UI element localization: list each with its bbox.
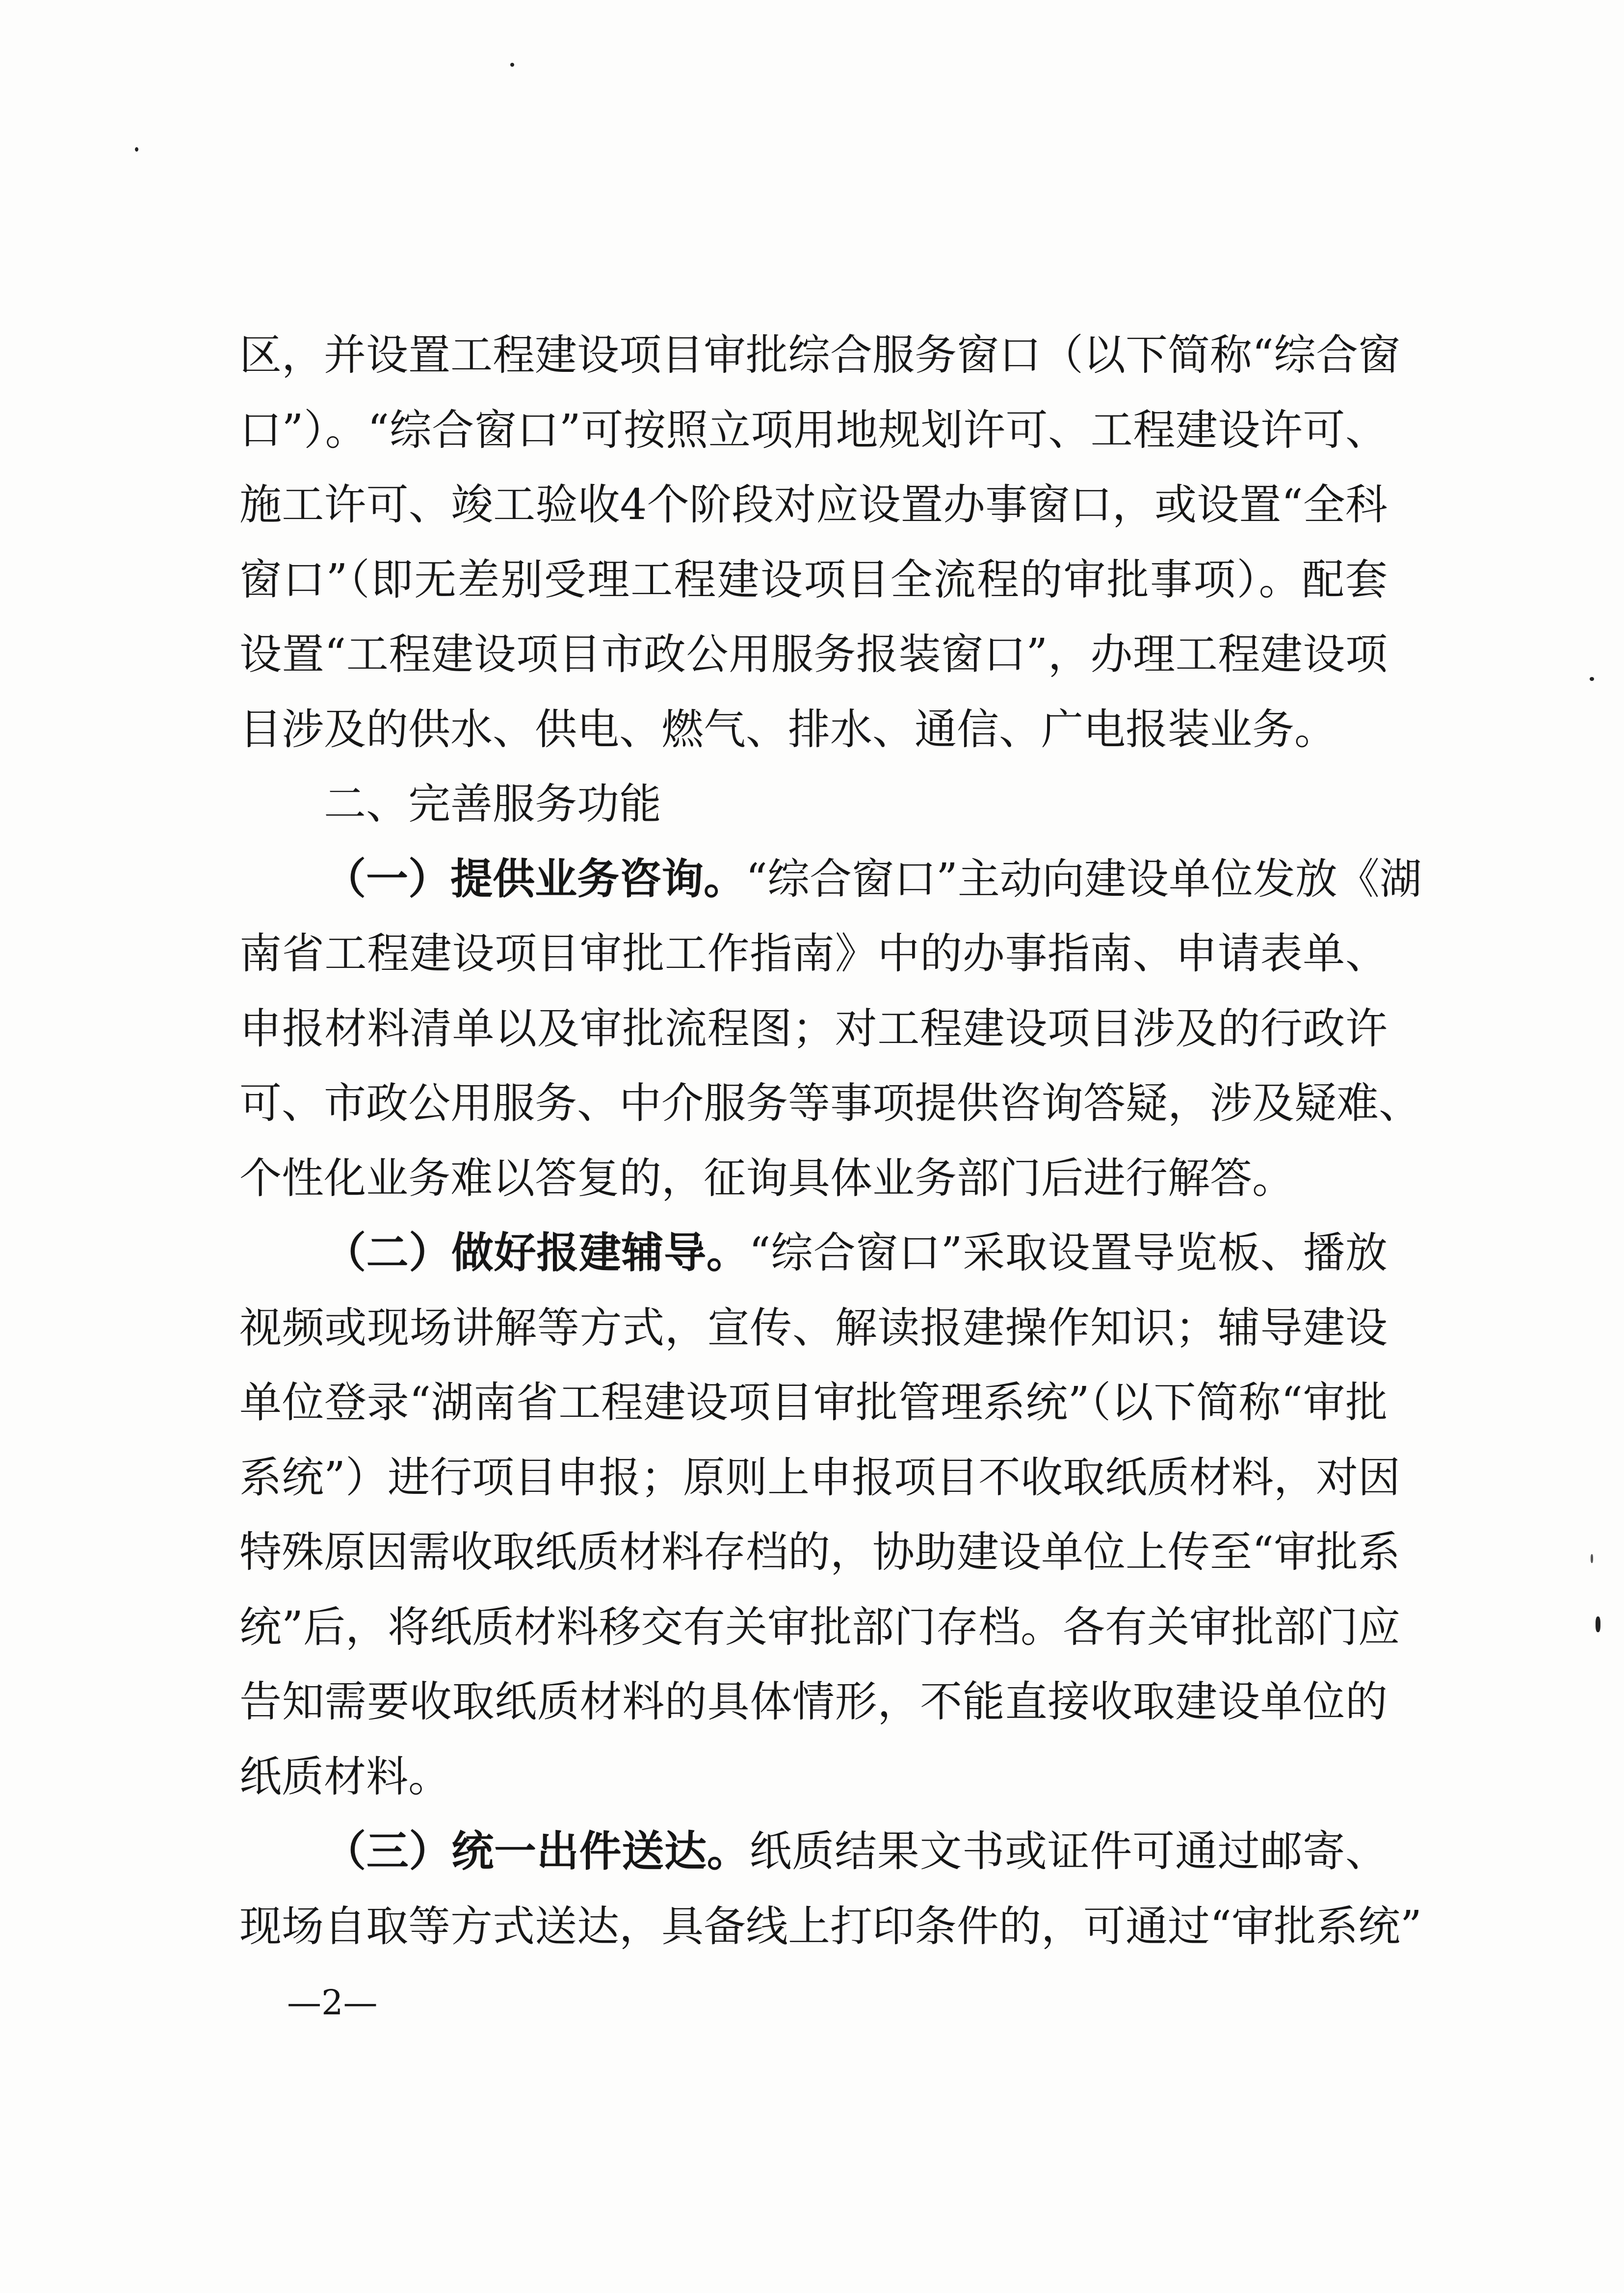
text-line: 施工许可、竣工验收4个阶段对应设置办事窗口，或设置“全科: [239, 480, 1388, 529]
subsection-heading: （一）提供业务咨询。: [324, 854, 746, 904]
text-line: 南省工程建设项目审批工作指南》中的办事指南、申请表单、: [239, 929, 1388, 978]
page-number: —2—: [287, 1982, 378, 2023]
paragraph-start: [239, 842, 1422, 917]
text-line: 窗口”（即无差别受理工程建设项目全流程的审批事项）。配套: [239, 555, 1388, 604]
text-line: 告知需要收取纸质材料的具体情形，不能直接收取建设单位的: [239, 1677, 1388, 1726]
text-line: 设置“工程建设项目市政公用服务报装窗口”，办理工程建设项: [239, 630, 1388, 679]
text-line: 个性化业务难以答复的，征询具体业务部门后进行解答。: [239, 1153, 1294, 1203]
section-heading: 二、完善服务功能: [324, 780, 661, 829]
text-line: 目涉及的供水、供电、燃气、排水、通信、广电报装业务。: [239, 704, 1336, 754]
text-line: 区，并设置工程建设项目审批综合服务窗口（以下简称“综合窗: [239, 331, 1400, 380]
text-line: 纸质材料。: [239, 1752, 450, 1801]
text-line: 特殊原因需收取纸质材料存档的，协助建设单位上传至“审批系: [239, 1528, 1400, 1577]
text-line: 单位登录“湖南省工程建设项目审批管理系统”（以下简称“审批: [239, 1378, 1388, 1427]
text-line: 系统”）进行项目申报；原则上申报项目不收取纸质材料，对因: [239, 1453, 1400, 1502]
subsection-heading: （三）统一出件送达。: [324, 1827, 750, 1876]
scan-speck: [510, 63, 514, 67]
paragraph-start: [239, 1216, 1388, 1291]
scan-speck: [1590, 677, 1594, 681]
text-line: 申报材料清单以及审批流程图；对工程建设项目涉及的行政许: [239, 1004, 1388, 1053]
text-line: 视频或现场讲解等方式，宣传、解读报建操作知识；辅导建设: [239, 1303, 1388, 1353]
text-line: 可、市政公用服务、中介服务等事项提供咨询答疑，涉及疑难、: [239, 1079, 1421, 1128]
scan-speck: [135, 147, 138, 152]
text-run: “综合窗口”采取设置导览板、播放: [749, 1228, 1388, 1277]
text-line: 现场自取等方式送达，具备线上打印条件的，可通过“审批系统”: [239, 1902, 1422, 1951]
scan-speck: [1596, 1616, 1600, 1632]
text-run: “综合窗口”主动向建设单位发放《湖: [746, 854, 1422, 904]
paragraph-start: [239, 1814, 1388, 1889]
scan-speck: [1591, 1554, 1593, 1563]
text-line: 统”后，将纸质材料移交有关审批部门存档。各有关审批部门应: [239, 1602, 1400, 1652]
body-text: [239, 318, 1422, 1964]
subsection-heading: （二）做好报建辅导。: [324, 1228, 749, 1277]
text-run: 纸质结果文书或证件可通过邮寄、: [749, 1827, 1388, 1876]
text-line: 口”）。“综合窗口”可按照立项用地规划许可、工程建设许可、: [239, 405, 1388, 455]
